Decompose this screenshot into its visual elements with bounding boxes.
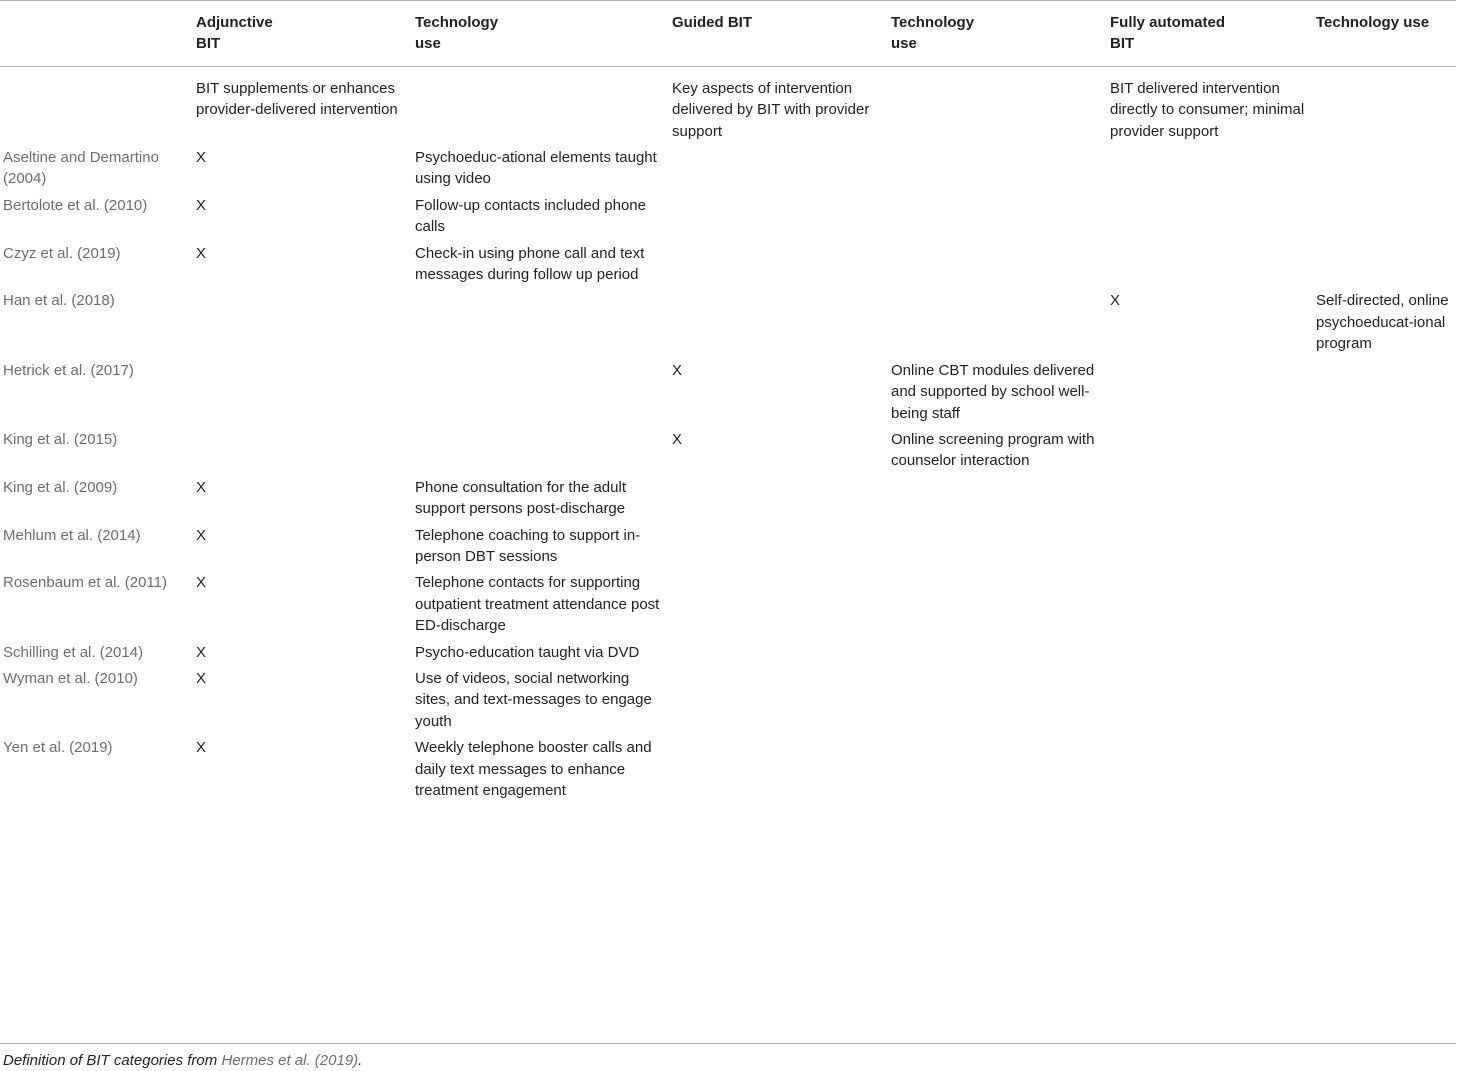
study-cell: Rosenbaum et al. (2011) bbox=[3, 574, 167, 592]
automated-technology-cell bbox=[1313, 477, 1456, 525]
guided-technology-cell bbox=[888, 290, 1107, 359]
table-row bbox=[0, 429, 1456, 477]
guided-bit-cell bbox=[669, 290, 888, 359]
adjunctive-technology-cell: Follow-up contacts included phone calls bbox=[415, 196, 646, 236]
guided-technology-cell bbox=[888, 147, 1107, 195]
definition-fully-automated: BIT delivered intervention directly to consumer; minimal provider support bbox=[1110, 79, 1305, 140]
table-row bbox=[0, 525, 1456, 573]
adjunctive-bit-cell: X bbox=[196, 574, 207, 592]
adjunctive-technology-cell bbox=[412, 290, 669, 359]
definition-adjunctive: BIT supplements or enhances provider-delivered intervention bbox=[196, 79, 398, 119]
fully-automated-bit-cell bbox=[1107, 147, 1313, 195]
automated-technology-cell bbox=[1313, 668, 1456, 737]
guided-technology-cell: Online CBT modules delivered and supported by school well-being staff bbox=[891, 361, 1095, 422]
fully-automated-bit-cell bbox=[1107, 642, 1313, 668]
guided-bit-cell: X bbox=[672, 430, 683, 448]
guided-technology-cell bbox=[888, 572, 1107, 641]
table-row bbox=[0, 147, 1456, 195]
study-cell: Mehlum et al. (2014) bbox=[3, 526, 141, 544]
automated-technology-cell bbox=[1313, 147, 1456, 195]
definition-cell-empty bbox=[412, 66, 669, 147]
guided-technology-cell: Online screening program with counselor interaction bbox=[891, 430, 1095, 470]
adjunctive-technology-cell: Psychoeduc-ational elements taught using video bbox=[415, 149, 657, 188]
table-footnote bbox=[3, 1050, 362, 1071]
header-study bbox=[0, 1, 193, 67]
adjunctive-bit-cell: X bbox=[196, 196, 207, 214]
study-cell: Wyman et al. (2010) bbox=[3, 669, 138, 687]
footnote-reference-link[interactable]: Hermes et al. (2019) bbox=[221, 1052, 359, 1069]
guided-bit-cell bbox=[669, 195, 888, 243]
adjunctive-technology-cell: Psycho-education taught via DVD bbox=[415, 643, 640, 661]
study-cell: Bertolote et al. (2010) bbox=[3, 196, 148, 214]
definition-cell-empty bbox=[1313, 66, 1456, 147]
header-automated-technology-use: Technology use bbox=[1316, 14, 1430, 31]
guided-technology-cell bbox=[888, 477, 1107, 525]
guided-technology-cell bbox=[888, 243, 1107, 291]
guided-bit-cell bbox=[669, 525, 888, 573]
guided-technology-cell bbox=[888, 642, 1107, 668]
footnote-end: . bbox=[358, 1052, 363, 1069]
adjunctive-bit-cell bbox=[193, 429, 412, 477]
automated-technology-cell bbox=[1313, 243, 1456, 291]
automated-technology-cell: Self-directed, online psychoeducat-ional program bbox=[1316, 292, 1449, 353]
automated-technology-cell bbox=[1313, 572, 1456, 641]
guided-bit-cell bbox=[669, 642, 888, 668]
table-row bbox=[0, 642, 1456, 668]
guided-bit-cell bbox=[669, 737, 888, 812]
table-row bbox=[0, 360, 1456, 429]
study-cell: Han et al. (2018) bbox=[3, 292, 115, 310]
fully-automated-bit-cell bbox=[1107, 243, 1313, 291]
definition-guided: Key aspects of intervention delivered by BIT with provider support bbox=[672, 79, 870, 140]
fully-automated-bit-cell bbox=[1107, 668, 1313, 737]
adjunctive-bit-cell: X bbox=[196, 478, 207, 496]
guided-bit-cell bbox=[669, 147, 888, 195]
table-row bbox=[0, 477, 1456, 525]
adjunctive-bit-cell: X bbox=[196, 149, 207, 167]
fully-automated-bit-cell bbox=[1107, 429, 1313, 477]
adjunctive-bit-cell: X bbox=[196, 669, 207, 687]
adjunctive-technology-cell: Phone consultation for the adult support persons post-discharge bbox=[415, 478, 626, 518]
fully-automated-bit-cell: X bbox=[1110, 292, 1121, 310]
adjunctive-technology-cell: Weekly telephone booster calls and daily text messages to enhance treatment engagement bbox=[415, 739, 652, 799]
study-cell: Schilling et al. (2014) bbox=[3, 643, 144, 661]
header-guided-bit: Guided BIT bbox=[672, 14, 752, 31]
footnote-text: Definition of BIT categories from bbox=[3, 1052, 222, 1069]
adjunctive-bit-cell bbox=[193, 360, 412, 429]
automated-technology-cell bbox=[1313, 429, 1456, 477]
adjunctive-technology-cell: Telephone contacts for supporting outpatient treatment attendance post ED-discharge bbox=[415, 574, 660, 635]
guided-technology-cell bbox=[888, 525, 1107, 573]
study-cell: Aseltine and Demartino (2004) bbox=[3, 149, 159, 188]
table-header-row bbox=[0, 1, 1456, 67]
adjunctive-bit-cell bbox=[193, 290, 412, 359]
table-bottom-rule bbox=[0, 1043, 1456, 1044]
study-cell: Czyz et al. (2019) bbox=[3, 244, 121, 262]
automated-technology-cell bbox=[1313, 360, 1456, 429]
adjunctive-technology-cell bbox=[412, 360, 669, 429]
adjunctive-technology-cell: Telephone coaching to support in-person DBT sessions bbox=[415, 526, 641, 565]
fully-automated-bit-cell bbox=[1107, 572, 1313, 641]
adjunctive-technology-cell: Use of videos, social networking sites, and text-messages to engage youth bbox=[415, 669, 652, 730]
study-cell: King et al. (2009) bbox=[3, 478, 118, 496]
table-row bbox=[0, 572, 1456, 641]
header-adjunctive-bit: Adjunctive BIT bbox=[196, 14, 273, 53]
fully-automated-bit-cell bbox=[1107, 477, 1313, 525]
guided-technology-cell bbox=[888, 737, 1107, 812]
adjunctive-technology-cell bbox=[412, 429, 669, 477]
guided-technology-cell bbox=[888, 195, 1107, 243]
header-guided-technology-use: Technology use bbox=[891, 14, 975, 53]
table-row bbox=[0, 195, 1456, 243]
definition-cell-empty bbox=[0, 66, 193, 147]
study-cell: Yen et al. (2019) bbox=[3, 739, 113, 757]
header-adjunctive-technology-use: Technology use bbox=[415, 14, 499, 53]
adjunctive-bit-cell: X bbox=[196, 643, 207, 661]
automated-technology-cell bbox=[1313, 642, 1456, 668]
guided-technology-cell bbox=[888, 668, 1107, 737]
study-cell: King et al. (2015) bbox=[3, 430, 118, 448]
definition-cell-empty bbox=[888, 66, 1107, 147]
table-row bbox=[0, 737, 1456, 812]
adjunctive-bit-cell: X bbox=[196, 739, 207, 757]
adjunctive-bit-cell: X bbox=[196, 244, 207, 262]
table-row bbox=[0, 290, 1456, 359]
study-cell: Hetrick et al. (2017) bbox=[3, 361, 134, 379]
header-fully-automated-bit: Fully automated BIT bbox=[1110, 14, 1226, 53]
fully-automated-bit-cell bbox=[1107, 360, 1313, 429]
automated-technology-cell bbox=[1313, 525, 1456, 573]
guided-bit-cell bbox=[669, 572, 888, 641]
adjunctive-bit-cell: X bbox=[196, 526, 207, 544]
guided-bit-cell bbox=[669, 477, 888, 525]
adjunctive-technology-cell: Check-in using phone call and text messages during follow up period bbox=[415, 244, 645, 284]
guided-bit-cell: X bbox=[672, 361, 683, 379]
definition-row bbox=[0, 66, 1456, 147]
fully-automated-bit-cell bbox=[1107, 195, 1313, 243]
guided-bit-cell bbox=[669, 668, 888, 737]
table-row bbox=[0, 243, 1456, 291]
guided-bit-cell bbox=[669, 243, 888, 291]
automated-technology-cell bbox=[1313, 737, 1456, 812]
automated-technology-cell bbox=[1313, 195, 1456, 243]
table-row bbox=[0, 668, 1456, 737]
fully-automated-bit-cell bbox=[1107, 525, 1313, 573]
fully-automated-bit-cell bbox=[1107, 737, 1313, 812]
